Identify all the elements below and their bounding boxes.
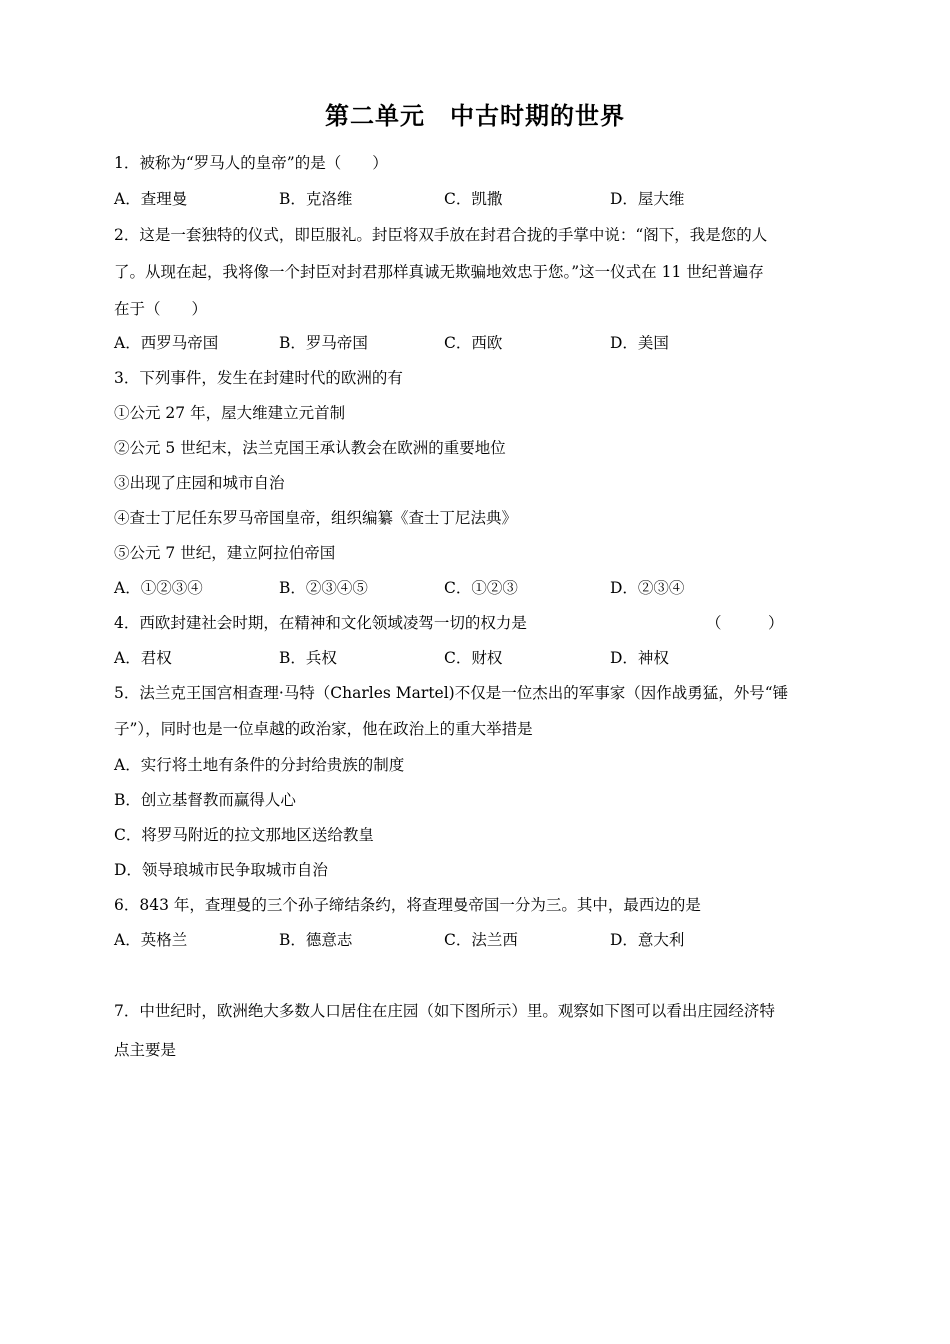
page-title: 第二单元 中古时期的世界 [325,101,625,130]
question-5-stem-line-1: 5．法兰克王国宫相查理·马特（Charles Martel)不仅是一位杰出的军事家（因作战勇猛，外号“锤 [114,684,789,702]
question-1-option-d: D．屋大维 [610,190,685,208]
question-1-option-b: B．克洛维 [279,190,353,208]
question-2-stem-line-2: 了。从现在起，我将像一个封臣对封君那样真诚无欺骗地效忠于您。”这一仪式在 11 世纪普遍存 [114,263,764,281]
question-1-stem: 1．被称为“罗马人的皇帝”的是（ ） [114,154,388,172]
question-3-item-2: ②公元 5 世纪末，法兰克国王承认教会在欧洲的重要地位 [114,439,506,457]
question-1-option-c: C．凯撒 [444,190,503,208]
question-4-stem: 4．西欧封建社会时期，在精神和文化领域凌驾一切的权力是 [114,614,527,632]
question-5-option-a: A．实行将土地有条件的分封给贵族的制度 [114,756,405,774]
question-4-option-d: D．神权 [610,649,669,667]
question-5-stem-line-2: 子”），同时也是一位卓越的政治家，他在政治上的重大举措是 [114,720,533,738]
question-3-option-b: B．②③④⑤ [279,579,368,597]
question-6-option-b: B．德意志 [279,931,353,949]
question-5-option-d: D．领导琅城市民争取城市自治 [114,861,328,879]
question-1-option-a: A．查理曼 [114,190,188,208]
question-5-option-c: C．将罗马附近的拉文那地区送给教皇 [114,826,374,844]
question-2-option-c: C．西欧 [444,334,503,352]
question-6-option-a: A．英格兰 [114,931,188,949]
question-3-option-c: C．①②③ [444,579,518,597]
question-3-item-1: ①公元 27 年，屋大维建立元首制 [114,404,346,422]
question-7-stem-line-1: 7．中世纪时，欧洲绝大多数人口居住在庄园（如下图所示）里。观察如下图可以看出庄园经济特 [114,1002,775,1020]
question-3-item-3: ③出现了庄园和城市自治 [114,474,285,492]
question-4-option-c: C．财权 [444,649,503,667]
question-2-stem-line-3: 在于（ ） [114,300,208,318]
question-3-item-5: ⑤公元 7 世纪，建立阿拉伯帝国 [114,544,336,562]
question-5-option-b: B．创立基督教而赢得人心 [114,791,296,809]
question-3-option-a: A．①②③④ [114,579,203,597]
question-2-option-b: B．罗马帝国 [279,334,368,352]
question-6-option-d: D．意大利 [610,931,685,949]
question-4-option-a: A．君权 [114,649,172,667]
question-3-stem: 3．下列事件，发生在封建时代的欧洲的有 [114,369,403,387]
question-3-item-4: ④查士丁尼任东罗马帝国皇帝，组织编纂《查士丁尼法典》 [114,509,518,527]
question-2-option-d: D．美国 [610,334,669,352]
question-6-stem: 6．843 年，查理曼的三个孙子缔结条约，将查理曼帝国一分为三。其中，最西边的是 [114,896,701,914]
question-4-option-b: B．兵权 [279,649,337,667]
question-7-stem-line-2: 点主要是 [114,1041,177,1059]
question-4-answer-blank: （ ） [706,614,784,632]
question-6-option-c: C．法兰西 [444,931,518,949]
question-2-stem-line-1: 2．这是一套独特的仪式，即臣服礼。封臣将双手放在封君合拢的手掌中说：“阁下，我是您的人 [114,226,768,244]
question-2-option-a: A．西罗马帝国 [114,334,219,352]
question-3-option-d: D．②③④ [610,579,685,597]
